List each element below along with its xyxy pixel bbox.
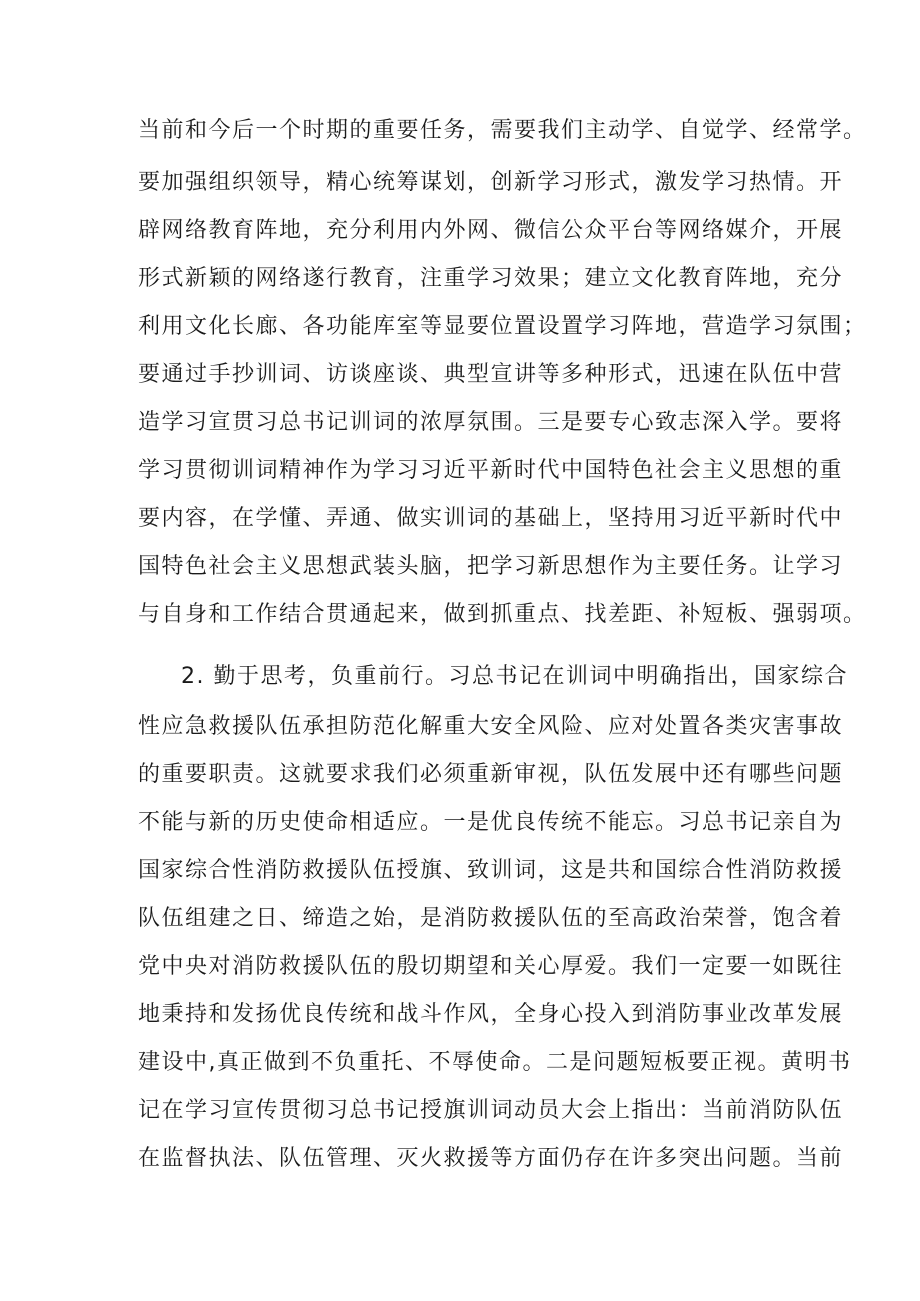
paragraph-first-line: 2. 勤于思考，负重前行。习总书记在训词中明确指出，国家综合 (181, 664, 848, 689)
text-line: 的重要职责。这就要求我们必须重新审视，队伍发展中还有哪些问题 (138, 762, 844, 787)
text-line: 与自身和工作结合贯通起来，做到抓重点、找差距、补短板、强弱项。 (138, 602, 867, 627)
text-line: 国家综合性消防救援队伍授旗、致训词，这是共和国综合性消防救援 (138, 858, 844, 883)
text-line: 造学习宣贯习总书记训词的浓厚氛围。三是要专心致志深入学。要将 (138, 410, 844, 435)
text-line: 记在学习宣传贯彻习总书记授旗训词动员大会上指出：当前消防队伍 (138, 1098, 844, 1123)
text-line: 形式新颖的网络遂行教育，注重学习效果；建立文化教育阵地，充分 (138, 266, 844, 291)
text-line: 要内容，在学懂、弄通、做实训词的基础上，坚持用习近平新时代中 (138, 506, 844, 531)
text-line: 地秉持和发扬优良传统和战斗作风，全身心投入到消防事业改革发展 (138, 1002, 844, 1027)
text-line: 建设中,真正做到不负重托、不辱使命。二是问题短板要正视。黄明书 (138, 1050, 852, 1075)
text-line: 要加强组织领导，精心统筹谋划，创新学习形式，激发学习热情。开 (138, 170, 844, 195)
text-line: 要通过手抄训词、访谈座谈、典型宣讲等多种形式，迅速在队伍中营 (138, 362, 844, 387)
text-line: 性应急救援队伍承担防范化解重大安全风险、应对处置各类灾害事故 (138, 714, 844, 739)
text-line: 国特色社会主义思想武装头脑，把学习新思想作为主要任务。让学习 (138, 554, 844, 579)
text-line: 党中央对消防救援队伍的殷切期望和关心厚爱。我们一定要一如既往 (138, 954, 844, 979)
text-line: 辟网络教育阵地，充分利用内外网、微信公众平台等网络媒介，开展 (138, 218, 844, 243)
text-line: 学习贯彻训词精神作为学习习近平新时代中国特色社会主义思想的重 (138, 458, 844, 483)
text-line: 队伍组建之日、缔造之始，是消防救援队伍的至高政治荣誉，饱含着 (138, 906, 844, 931)
text-line: 不能与新的历史使命相适应。一是优良传统不能忘。习总书记亲自为 (138, 810, 844, 835)
text-line: 在监督执法、队伍管理、灭火救援等方面仍存在许多突出问题。当前 (138, 1146, 844, 1171)
text-line: 利用文化长廊、各功能库室等显要位置设置学习阵地，营造学习氛围； (138, 314, 867, 339)
text-line: 当前和今后一个时期的重要任务，需要我们主动学、自觉学、经常学。 (138, 118, 867, 143)
